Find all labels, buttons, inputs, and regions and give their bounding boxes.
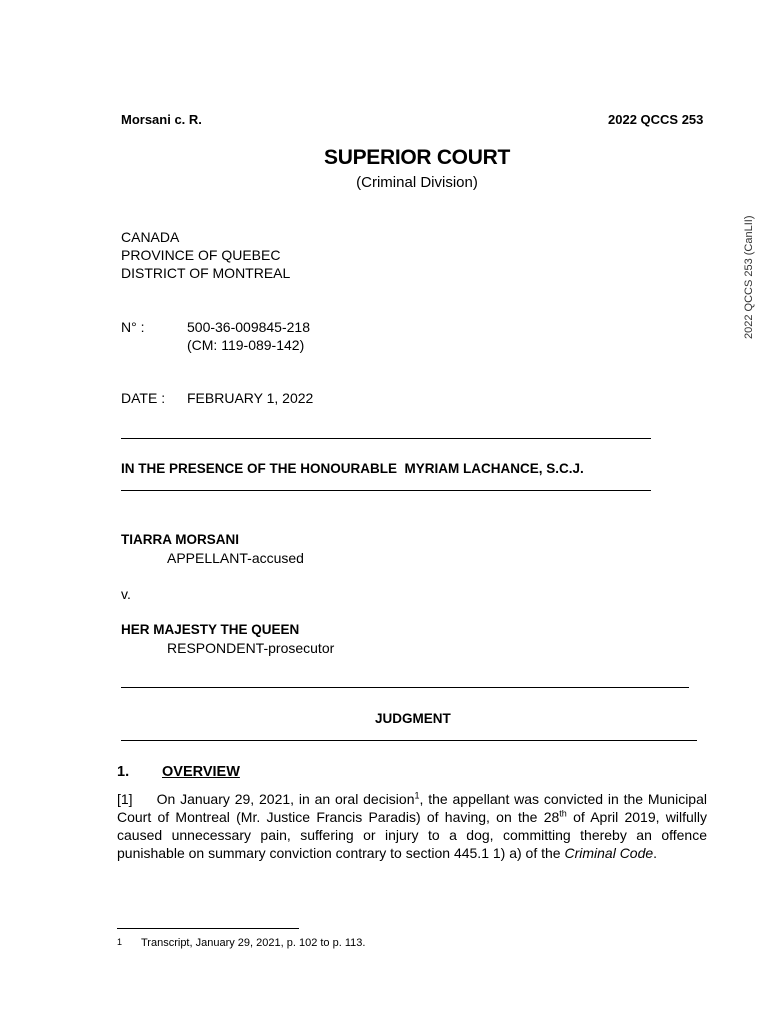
appellant-role: APPELLANT-accused: [167, 550, 304, 566]
footnote-number: 1: [117, 937, 123, 947]
court-division: (Criminal Division): [356, 174, 478, 191]
versus: v.: [121, 586, 131, 602]
jurisdiction-district: DISTRICT OF MONTREAL: [121, 265, 291, 281]
footnote-text: Transcript, January 29, 2021, p. 102 to p. 113.: [141, 937, 366, 949]
date-label: DATE :: [121, 390, 166, 406]
paragraph-1: [117, 790, 707, 862]
paragraph-text: of April 2019, wilfully caused unnecessary pain, suffering or injury to a dog, committing thereby an offence punishable on summary conviction contrary to section 445.1 1) a) of the: [117, 809, 707, 861]
paragraph-text: On January 29, 2021, in an oral decision: [156, 791, 415, 807]
footnote-separator: [117, 928, 299, 929]
footnote-ref[interactable]: 1: [414, 790, 420, 801]
respondent-name: HER MAJESTY THE QUEEN: [121, 622, 300, 637]
presence-line: IN THE PRESENCE OF THE HONOURABLE MYRIAM LACHANCE, S.C.J.: [121, 461, 584, 476]
date-value: FEBRUARY 1, 2022: [187, 390, 314, 406]
respondent-role: RESPONDENT-prosecutor: [167, 640, 335, 656]
divider: [121, 490, 651, 491]
divider: [121, 687, 689, 688]
section-title: OVERVIEW: [162, 764, 240, 780]
divider: [121, 438, 651, 439]
divider: [121, 740, 697, 741]
file-cm-number: (CM: 119-089-142): [187, 337, 305, 353]
paragraph-end: .: [653, 845, 658, 861]
jurisdiction-province: PROVINCE OF QUEBEC: [121, 247, 281, 263]
file-label: N° :: [121, 319, 145, 335]
paragraph-marker: [1]: [117, 791, 133, 807]
judgment-title: JUDGMENT: [375, 711, 451, 726]
citation: 2022 QCCS 253: [608, 112, 704, 127]
statute-name: Criminal Code: [564, 845, 654, 861]
case-name: Morsani c. R.: [121, 112, 202, 127]
section-number: 1.: [117, 764, 130, 780]
ordinal-suffix: th: [559, 808, 567, 819]
appellant-name: TIARRA MORSANI: [121, 532, 239, 547]
jurisdiction-country: CANADA: [121, 229, 180, 245]
file-number: 500-36-009845-218: [187, 319, 310, 335]
side-citation: 2022 QCCS 253 (CanLII): [743, 215, 755, 339]
paragraph-text: , the appellant was convicted in the Municipal Court of Montreal (Mr. Justice Francis Paradis) of having, on the 28: [117, 791, 707, 825]
court-name: SUPERIOR COURT: [324, 146, 510, 169]
